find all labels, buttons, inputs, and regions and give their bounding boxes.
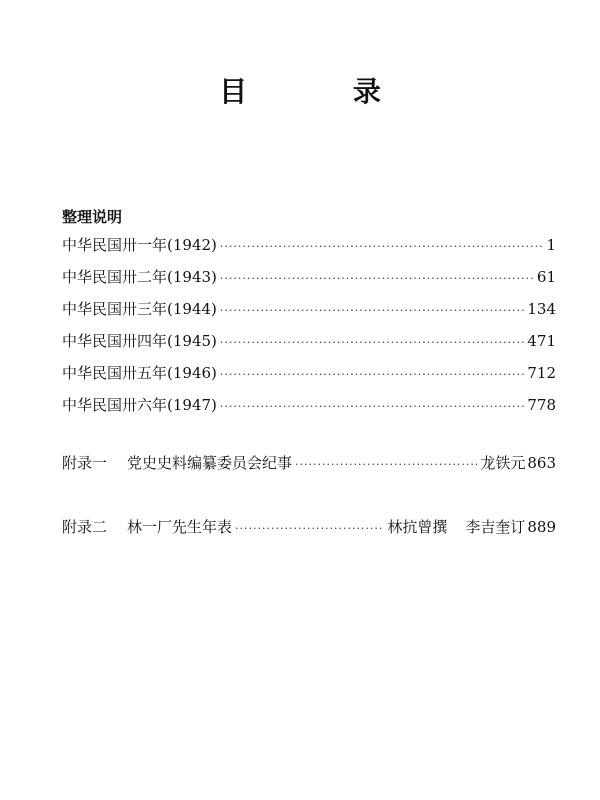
toc-entry[interactable] bbox=[62, 330, 556, 362]
toc-entry-label: 中华民国卅一年(1942) bbox=[62, 236, 217, 254]
leader-dots bbox=[220, 240, 544, 253]
appendix-author: 林抗曾撰 bbox=[387, 518, 448, 536]
appendix-1[interactable] bbox=[62, 452, 556, 484]
toc-entry[interactable] bbox=[62, 234, 556, 266]
leader-dots bbox=[220, 272, 534, 285]
toc-entry-page: 863 bbox=[527, 454, 556, 472]
toc-entry-page: 471 bbox=[527, 332, 556, 350]
toc-entry-page: 712 bbox=[527, 364, 556, 382]
toc-entry-page: 1 bbox=[546, 236, 556, 254]
appendix-title: 党史史料编纂委员会纪事 bbox=[127, 454, 293, 472]
leader-dots bbox=[220, 336, 524, 349]
toc-entry-page: 61 bbox=[536, 268, 556, 286]
toc-entry-label: 中华民国卅六年(1947) bbox=[62, 396, 217, 414]
appendix-tag: 附录二 bbox=[62, 518, 108, 536]
section-heading: 整理说明 bbox=[62, 208, 123, 226]
leader-dots bbox=[220, 368, 524, 381]
toc-entry[interactable] bbox=[62, 266, 556, 298]
appendix-label bbox=[62, 516, 232, 537]
toc-entry-page: 889 bbox=[527, 518, 556, 536]
leader-dots bbox=[235, 522, 384, 535]
toc-entry-page: 134 bbox=[527, 300, 556, 318]
leader-dots bbox=[220, 400, 524, 413]
appendix-tag: 附录一 bbox=[62, 454, 108, 472]
appendix-author: 龙铁元 bbox=[480, 454, 526, 472]
appendix-title: 林一厂先生年表 bbox=[127, 518, 233, 536]
toc-entry-label: 中华民国卅五年(1946) bbox=[62, 364, 217, 382]
appendix-author: 李吉奎订 bbox=[465, 518, 526, 536]
page-title: 目 录 bbox=[219, 75, 429, 108]
toc-entry[interactable] bbox=[62, 362, 556, 394]
leader-dots bbox=[295, 458, 477, 471]
toc-list bbox=[62, 234, 556, 426]
appendix-2[interactable] bbox=[62, 516, 556, 548]
appendix-label bbox=[62, 452, 292, 473]
toc-entry bbox=[62, 452, 556, 484]
toc-entry-page: 778 bbox=[527, 396, 556, 414]
toc-entry[interactable] bbox=[62, 298, 556, 330]
toc-entry-label: 中华民国卅三年(1944) bbox=[62, 300, 217, 318]
toc-entry-label: 中华民国卅四年(1945) bbox=[62, 332, 217, 350]
toc-entry bbox=[62, 516, 556, 548]
toc-entry-label: 中华民国卅二年(1943) bbox=[62, 268, 217, 286]
toc-entry[interactable] bbox=[62, 394, 556, 426]
leader-dots bbox=[220, 304, 524, 317]
